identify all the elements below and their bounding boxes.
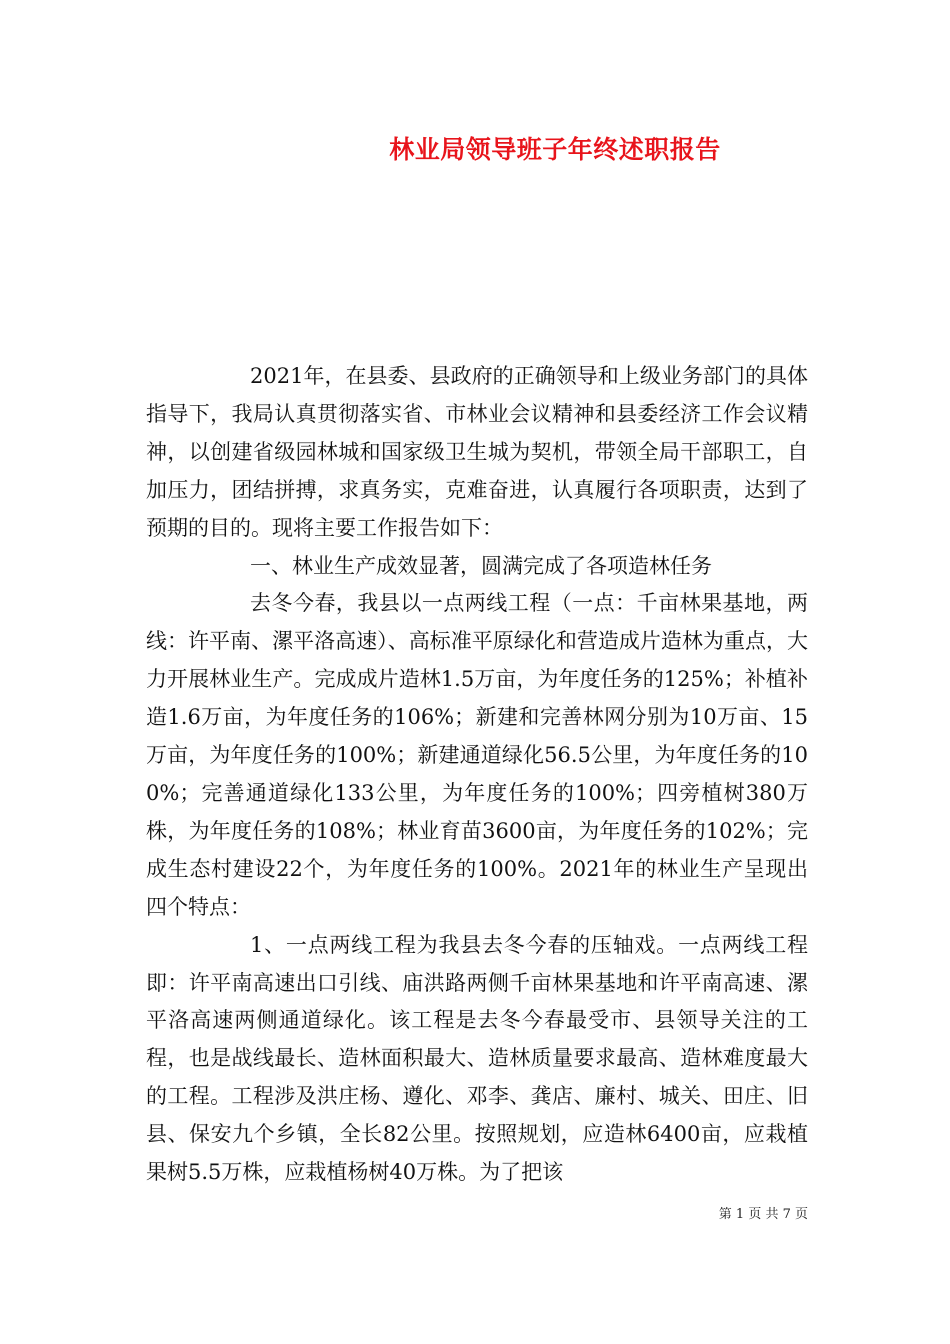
section-heading: 一、林业生产成效显著，圆满完成了各项造林任务: [250, 553, 712, 578]
paragraph-feature-one: 1、一点两线工程为我县去冬今春的压轴戏。一点两线工程即：许平南高速出口引线、庙洪路两侧千亩林果基地和许平南高速、漯平洛高速两侧通道绿化。该工程是去冬今春最受市、县领导关注的工程，也是战线最长、造林面积最大、造林质量要求最高、造林难度最大的工程。工程涉及洪庄杨、遵化、邓李、龚店、廉村、城关、田庄、旧县、保安九个乡镇，全长82公里。按照规划，应造林6400亩，应栽植果树5.5万株，应栽植杨树40万株。为了把该: [146, 932, 808, 1185]
paragraph-intro: 2021年，在县委、县政府的正确领导和上级业务部门的具体指导下，我局认真贯彻落实省、市林业会议精神和县委经济工作会议精神，以创建省级园林城和国家级卫生城为契机，带领全局干部职工，自加压力，团结拼搏，求真务实，克难奋进，认真履行各项职责，达到了预期的目的。现将主要工作报告如下：: [146, 364, 808, 540]
paragraph-production-summary: 去冬今春，我县以一点两线工程（一点：千亩林果基地，两线：许平南、漯平洛高速）、高标准平原绿化和营造成片造林为重点，大力开展林业生产。完成成片造林1.5万亩，为年度任务的125%；补植补造1.6万亩，为年度任务的106%；新建和完善林网分别为10万亩、15万亩，为年度任务的100%；新建通道绿化56.5公里，为年度任务的100%；完善通道绿化133公里，为年度任务的100%；四旁植树380万株，为年度任务的108%；林业育苗3600亩，为年度任务的102%；完成生态村建设22个，为年度任务的100%。2021年的林业生产呈现出四个特点：: [146, 591, 808, 919]
document-title: 林业局领导班子年终述职报告: [389, 135, 721, 164]
document-body: [146, 358, 808, 1192]
page-number: 第 1 页 共 7 页: [718, 1207, 808, 1222]
